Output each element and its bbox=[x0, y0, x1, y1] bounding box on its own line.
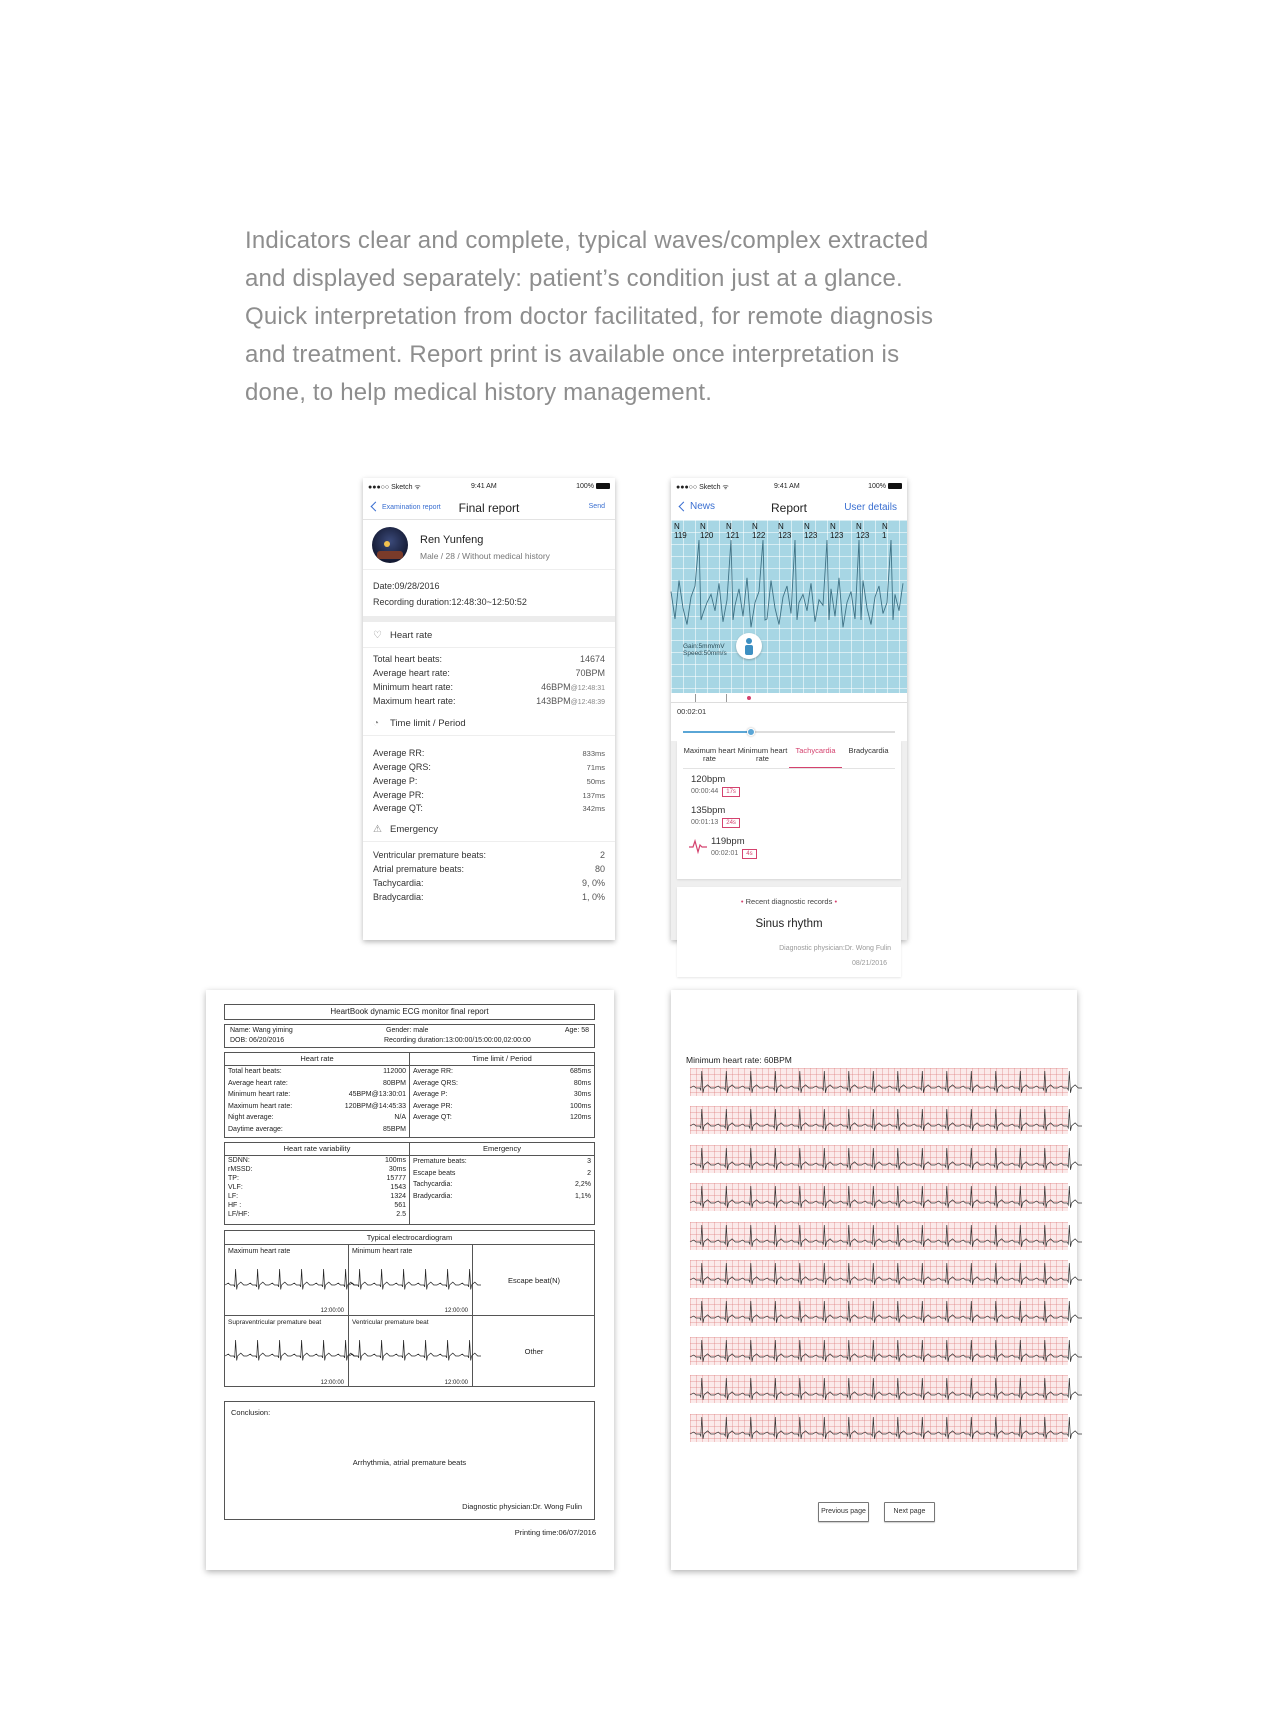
beat-type: N bbox=[674, 522, 680, 531]
intro-line: Quick interpretation from doctor facilitated, for remote diagnosis bbox=[245, 303, 934, 330]
box-title: Typical electrocardiogram bbox=[225, 1231, 594, 1245]
ecg-trace bbox=[690, 1068, 1068, 1096]
row-label: Average QRS: bbox=[413, 1079, 459, 1087]
ecg-trace bbox=[690, 1145, 1068, 1173]
cell-label: Maximum heart rate bbox=[228, 1248, 291, 1255]
row-label: Average P: bbox=[413, 1091, 448, 1098]
tab-minimum-heart-rate[interactable]: Minimum heart rate bbox=[737, 746, 788, 763]
stat-row bbox=[363, 775, 615, 789]
send-button[interactable]: Send bbox=[588, 503, 605, 510]
cell-time: 12:00:00 bbox=[444, 1308, 468, 1314]
stat-value: 50ms bbox=[586, 776, 605, 786]
table-row bbox=[410, 1101, 594, 1113]
row-value: 80ms bbox=[573, 1079, 591, 1087]
stat-value: 71ms bbox=[586, 762, 605, 772]
battery-percent: 100% bbox=[576, 483, 594, 490]
battery-icon bbox=[888, 483, 902, 489]
ecg-strip bbox=[690, 1337, 1068, 1365]
report-screen bbox=[671, 478, 907, 967]
box-title: Heart rate bbox=[225, 1053, 409, 1066]
patient-dob: DOB: 06/20/2016 bbox=[230, 1037, 285, 1044]
table-row bbox=[225, 1066, 409, 1078]
stat-value: 70BPM bbox=[575, 667, 605, 678]
clock: 9:41 AM bbox=[774, 483, 800, 490]
stat-value: 46BPM bbox=[541, 681, 571, 692]
beat-type: N bbox=[804, 522, 810, 531]
cell-label: Minimum heart rate bbox=[352, 1248, 413, 1255]
stat-label: Average PR: bbox=[373, 789, 424, 800]
strip-title: Minimum heart rate: 60BPM bbox=[686, 1055, 792, 1065]
row-value: 80BPM bbox=[383, 1079, 406, 1087]
diagnosis: Sinus rhythm bbox=[755, 918, 823, 930]
beat-value: 120 bbox=[700, 531, 714, 540]
ecg-trace bbox=[690, 1414, 1068, 1442]
row-label: LF: bbox=[228, 1193, 239, 1200]
row-label: Premature beats: bbox=[413, 1158, 467, 1165]
heart-rate-rows bbox=[225, 1066, 409, 1135]
row-value: 30ms bbox=[388, 1166, 406, 1173]
row-value: 685ms bbox=[569, 1068, 591, 1075]
row-label: Daytime average: bbox=[228, 1125, 283, 1133]
beat-value: 119 bbox=[674, 531, 687, 540]
user-details-button[interactable]: User details bbox=[844, 502, 897, 513]
stat-value: 342ms bbox=[582, 804, 605, 814]
emergency-box bbox=[409, 1142, 595, 1225]
box-title: Time limit / Period bbox=[410, 1053, 594, 1066]
ecg-trace bbox=[690, 1298, 1068, 1326]
back-label: News bbox=[690, 501, 716, 512]
beat-value: 123 bbox=[804, 531, 818, 540]
row-value: 1,1% bbox=[575, 1192, 591, 1200]
row-label: Bradycardia: bbox=[413, 1192, 453, 1200]
gain-label: Gain:5mm/mV bbox=[683, 643, 725, 650]
report-title: HeartBook dynamic ECG monitor final report bbox=[224, 1004, 595, 1020]
battery-icon bbox=[596, 483, 610, 489]
patient-info-box bbox=[224, 1024, 595, 1048]
section-label: Heart rate bbox=[390, 630, 433, 641]
hrv-box bbox=[224, 1142, 410, 1225]
stat-row bbox=[363, 667, 615, 681]
stat-label: Total heart beats: bbox=[373, 654, 443, 664]
dot-icon: • bbox=[740, 897, 746, 906]
heart-rate-box bbox=[224, 1052, 410, 1138]
recent-title-text: Recent diagnostic records bbox=[745, 897, 833, 906]
stat-label: Average QRS: bbox=[373, 761, 431, 772]
beat-type: N bbox=[726, 522, 732, 531]
cell-label: Ventricular premature beat bbox=[352, 1319, 429, 1326]
row-label: Maximum heart rate: bbox=[228, 1102, 293, 1110]
intro-paragraph bbox=[245, 222, 1065, 412]
printing-time: Printing time:06/07/2016 bbox=[514, 1528, 596, 1537]
row-value: 120ms bbox=[569, 1114, 591, 1121]
table-row bbox=[410, 1066, 594, 1078]
ecg-strip bbox=[690, 1183, 1068, 1211]
table-row bbox=[410, 1078, 594, 1090]
section-label: Emergency bbox=[390, 824, 439, 836]
beat-type: N bbox=[830, 522, 836, 531]
emergency-rows bbox=[410, 1156, 594, 1202]
physician: Diagnostic physician:Dr. Wong Fulin bbox=[779, 945, 891, 952]
emergency-section-title bbox=[363, 816, 615, 842]
ecg-viewer[interactable] bbox=[671, 520, 907, 693]
row-value: 100ms bbox=[569, 1102, 591, 1110]
clock-icon: ◔ bbox=[373, 718, 380, 730]
stat-row bbox=[363, 695, 615, 710]
ecg-cell bbox=[349, 1245, 473, 1316]
stat-time: @12:48:31 bbox=[570, 684, 605, 692]
carrier: ●●●○○ Sketch ᯤ bbox=[368, 484, 421, 491]
next-page-button[interactable]: Next page bbox=[884, 1502, 935, 1522]
recent-card[interactable] bbox=[677, 887, 901, 977]
intro-line: and treatment. Report print is available once interpretation is bbox=[245, 341, 900, 368]
ecg-cell bbox=[225, 1245, 349, 1316]
alarm-icon: ⚠ bbox=[373, 824, 382, 836]
table-row bbox=[225, 1101, 409, 1113]
nav-bar bbox=[671, 494, 907, 520]
row-label: rMSSD: bbox=[228, 1166, 253, 1173]
row-value: 15777 bbox=[386, 1175, 406, 1182]
clock: 9:41 AM bbox=[471, 483, 497, 490]
dot-icon: • bbox=[832, 897, 838, 906]
ecg-strip bbox=[690, 1068, 1068, 1096]
physician: Diagnostic physician:Dr. Wong Fulin bbox=[462, 1502, 582, 1511]
record-time: 00:00:44 bbox=[691, 788, 719, 795]
stat-value: 1, 0% bbox=[581, 891, 605, 902]
stat-row bbox=[363, 877, 615, 891]
beat-type: N bbox=[856, 522, 862, 531]
beat-type: N bbox=[882, 522, 888, 531]
tabs bbox=[683, 741, 895, 769]
tab-tachycardia[interactable]: Tachycardia bbox=[789, 741, 842, 768]
beat-value: 122 bbox=[752, 531, 766, 540]
table-row bbox=[225, 1201, 409, 1210]
records-card bbox=[677, 741, 901, 879]
intro-line: Indicators clear and complete, typical waves/complex extracted bbox=[245, 227, 929, 254]
time-limit-section-title bbox=[363, 710, 615, 736]
duration-badge: 17s bbox=[722, 787, 740, 797]
table-row bbox=[225, 1156, 409, 1165]
table-row bbox=[225, 1165, 409, 1174]
row-label: Average PR: bbox=[413, 1102, 453, 1110]
patient-gender: Gender: male bbox=[386, 1027, 429, 1034]
row-label: Average heart rate: bbox=[228, 1079, 288, 1087]
row-label: Night average: bbox=[228, 1114, 274, 1121]
ecg-trace bbox=[225, 1334, 347, 1368]
table-row bbox=[410, 1156, 594, 1168]
status-bar bbox=[363, 478, 615, 494]
stat-row bbox=[363, 891, 615, 905]
escape-beat-cell bbox=[473, 1245, 595, 1316]
conclusion-box bbox=[224, 1401, 595, 1520]
table-row bbox=[225, 1124, 409, 1136]
nav-bar bbox=[363, 494, 615, 520]
list-item[interactable] bbox=[677, 800, 901, 831]
slider-handle[interactable] bbox=[747, 728, 755, 736]
stat-row bbox=[363, 863, 615, 877]
ecg-trace bbox=[225, 1263, 347, 1297]
status-bar bbox=[671, 478, 907, 494]
table-row bbox=[225, 1174, 409, 1183]
stat-row bbox=[363, 789, 615, 803]
report-date: Date:09/28/2016 bbox=[373, 581, 440, 591]
row-label: SDNN: bbox=[228, 1157, 250, 1164]
record-bpm: 119bpm bbox=[711, 836, 745, 847]
row-value: 100ms bbox=[384, 1157, 406, 1164]
typical-ecg-box bbox=[224, 1230, 595, 1387]
record-time: 00:02:01 bbox=[711, 850, 739, 857]
stat-row bbox=[363, 747, 615, 761]
ecg-trace bbox=[349, 1263, 471, 1297]
list-item[interactable] bbox=[677, 831, 901, 862]
table-row bbox=[410, 1089, 594, 1101]
beat-value: 121 bbox=[726, 531, 740, 540]
table-row bbox=[225, 1112, 409, 1124]
box-title: Heart rate variability bbox=[225, 1143, 409, 1156]
intro-line: done, to help medical history management. bbox=[245, 379, 713, 406]
progress-slider[interactable] bbox=[683, 731, 895, 733]
stat-value: 137ms bbox=[582, 790, 605, 800]
conclusion-label: Conclusion: bbox=[231, 1408, 271, 1417]
row-value: 561 bbox=[394, 1202, 406, 1209]
hrv-rows bbox=[225, 1156, 409, 1219]
back-label: Examination report bbox=[382, 504, 441, 511]
cell-time: 12:00:00 bbox=[320, 1308, 344, 1314]
table-row bbox=[225, 1210, 409, 1219]
cell-time: 12:00:00 bbox=[444, 1380, 468, 1386]
stat-label: Minimum heart rate: bbox=[373, 681, 454, 692]
escape-beat-label: Escape beat(N) bbox=[507, 1275, 561, 1285]
recent-title bbox=[677, 897, 901, 906]
ecg-waveform bbox=[671, 520, 907, 693]
stat-value: 9, 0% bbox=[581, 877, 605, 888]
ecg-trace bbox=[690, 1222, 1068, 1250]
ecg-strip bbox=[690, 1260, 1068, 1288]
row-value: 120BPM@14:45:33 bbox=[344, 1102, 406, 1110]
beat-type: N bbox=[700, 522, 706, 531]
final-report-screen bbox=[363, 478, 615, 940]
tab-maximum-heart-rate[interactable]: Maximum heart rate bbox=[683, 746, 736, 763]
stat-row bbox=[363, 849, 615, 863]
page-title: Final report bbox=[458, 501, 520, 515]
tab-bradycardia[interactable]: Bradycardia bbox=[848, 746, 889, 755]
table-row bbox=[225, 1089, 409, 1101]
stat-value: 80 bbox=[594, 863, 605, 874]
time-limit-rows bbox=[410, 1066, 594, 1124]
other-label: Other bbox=[524, 1347, 544, 1356]
conclusion-text: Arrhythmia, atrial premature beats bbox=[352, 1458, 467, 1467]
list-item[interactable] bbox=[677, 769, 901, 800]
stat-label: Average RR: bbox=[373, 748, 425, 759]
row-value: 1324 bbox=[390, 1193, 406, 1200]
slider-fill bbox=[683, 731, 751, 733]
recording-duration: Recording duration:13:00:00/15:00:00,02:00:00 bbox=[384, 1037, 531, 1044]
other-cell bbox=[473, 1316, 595, 1387]
section-label: Time limit / Period bbox=[390, 718, 466, 730]
stat-label: Maximum heart rate: bbox=[373, 696, 456, 707]
stat-row bbox=[363, 653, 615, 667]
beat-type: N bbox=[752, 522, 758, 531]
row-label: Tachycardia: bbox=[413, 1181, 453, 1188]
row-value: 2 bbox=[587, 1169, 591, 1177]
emergency-rows bbox=[363, 847, 615, 904]
beat-value: 123 bbox=[830, 531, 844, 540]
battery bbox=[868, 483, 902, 490]
record-bpm: 135bpm bbox=[691, 805, 726, 816]
patient-name: Ren Yunfeng bbox=[420, 534, 484, 546]
stat-value: 833ms bbox=[582, 749, 605, 759]
ecg-cell bbox=[349, 1316, 473, 1387]
playback-time: 00:02:01 bbox=[677, 707, 707, 716]
beat-value: 1 bbox=[882, 531, 887, 540]
intro-line: and displayed separately: patient’s condition just at a glance. bbox=[245, 265, 903, 292]
heart-rate-section-title bbox=[363, 622, 615, 648]
row-label: Total heart beats: bbox=[228, 1068, 282, 1075]
duration-badge: 4s bbox=[742, 849, 756, 859]
stat-value: 143BPM bbox=[536, 696, 571, 707]
gain-speed bbox=[683, 643, 727, 657]
cell-time: 12:00:00 bbox=[320, 1380, 344, 1386]
stat-row bbox=[363, 802, 615, 816]
row-label: Average QT: bbox=[413, 1114, 452, 1121]
row-value: 45BPM@13:30:01 bbox=[348, 1091, 406, 1098]
heart-icon: ♡ bbox=[373, 630, 382, 641]
row-value: N/A bbox=[394, 1114, 406, 1121]
patient-card bbox=[363, 520, 615, 570]
row-label: Average RR: bbox=[413, 1068, 453, 1075]
stat-label: Tachycardia: bbox=[373, 877, 424, 888]
stat-value: 2 bbox=[599, 850, 605, 861]
stat-label: Average heart rate: bbox=[373, 667, 450, 678]
stat-row bbox=[363, 681, 615, 696]
record-time: 00:01:13 bbox=[691, 819, 719, 826]
ecg-strip bbox=[690, 1375, 1068, 1403]
playback bbox=[671, 703, 907, 741]
row-label: LF/HF: bbox=[228, 1211, 250, 1218]
ecg-trace bbox=[690, 1260, 1068, 1288]
page-title: Report bbox=[770, 501, 808, 515]
recording-duration: Recording duration:12:48:30~12:50:52 bbox=[373, 597, 527, 607]
stat-time: @12:48:39 bbox=[570, 699, 605, 707]
ecg-trace bbox=[690, 1337, 1068, 1365]
row-value: 2.5 bbox=[396, 1211, 406, 1218]
ecg-cell bbox=[225, 1316, 349, 1387]
avatar bbox=[372, 527, 408, 563]
stat-value: 14674 bbox=[579, 654, 605, 664]
beat-value: 123 bbox=[856, 531, 870, 540]
patient-name: Name: Wang yiming bbox=[230, 1027, 293, 1034]
record-bpm: 120bpm bbox=[691, 774, 726, 785]
row-value: 3 bbox=[587, 1158, 591, 1165]
row-label: TP: bbox=[228, 1175, 239, 1182]
stat-label: Ventricular premature beats: bbox=[373, 850, 487, 861]
row-label: HF : bbox=[228, 1202, 242, 1209]
stat-label: Atrial premature beats: bbox=[373, 863, 465, 874]
stat-row bbox=[363, 761, 615, 775]
ecg-trace bbox=[690, 1183, 1068, 1211]
ecg-strip bbox=[690, 1414, 1068, 1442]
duration-badge: 24s bbox=[722, 818, 740, 828]
time-limit-rows bbox=[363, 741, 615, 816]
table-row bbox=[410, 1112, 594, 1124]
box-title: Emergency bbox=[410, 1143, 594, 1156]
row-value: 1543 bbox=[390, 1184, 406, 1191]
diagnosis-date: 08/21/2016 bbox=[851, 960, 887, 967]
stat-label: Bradycardia: bbox=[373, 891, 424, 902]
row-value: 112000 bbox=[383, 1068, 406, 1075]
ecg-trace bbox=[690, 1375, 1068, 1403]
row-value: 85BPM bbox=[383, 1125, 406, 1133]
ecg-strip bbox=[690, 1222, 1068, 1250]
ecg-strip bbox=[690, 1298, 1068, 1326]
stat-label: Average P: bbox=[373, 775, 418, 786]
battery-percent: 100% bbox=[868, 483, 886, 490]
heart-rate-rows bbox=[363, 653, 615, 710]
patient-age: Age: 58 bbox=[564, 1027, 589, 1034]
ecg-trace bbox=[349, 1334, 471, 1368]
row-label: Escape beats bbox=[413, 1169, 456, 1177]
table-row bbox=[410, 1168, 594, 1180]
table-row bbox=[225, 1192, 409, 1201]
cell-label: Supraventricular premature beat bbox=[228, 1319, 322, 1326]
beat-type: N bbox=[778, 522, 784, 531]
row-value: 2,2% bbox=[575, 1181, 591, 1188]
previous-page-button[interactable]: Previous page bbox=[818, 1502, 869, 1522]
speed-label: Speed:50mm/s bbox=[683, 650, 727, 657]
row-label: VLF: bbox=[228, 1184, 243, 1191]
printed-report-page bbox=[206, 990, 614, 1570]
date-block bbox=[363, 570, 615, 616]
carrier: ●●●○○ Sketch ᯤ bbox=[676, 484, 729, 491]
timeline-markers bbox=[671, 693, 907, 703]
battery bbox=[576, 483, 610, 490]
table-row bbox=[225, 1078, 409, 1090]
time-limit-box bbox=[409, 1052, 595, 1138]
table-row bbox=[410, 1191, 594, 1203]
table-row bbox=[225, 1183, 409, 1192]
beat-value: 123 bbox=[778, 531, 792, 540]
body-icon[interactable] bbox=[736, 633, 762, 659]
patient-info: Male / 28 / Without medical history bbox=[420, 551, 550, 561]
row-label: Minimum heart rate: bbox=[228, 1091, 291, 1098]
row-value: 30ms bbox=[573, 1091, 591, 1098]
ecg-strip bbox=[690, 1106, 1068, 1134]
ecg-trace bbox=[690, 1106, 1068, 1134]
stat-label: Average QT: bbox=[373, 803, 423, 814]
table-row bbox=[410, 1179, 594, 1191]
pulse-icon bbox=[689, 839, 707, 853]
ecg-strip bbox=[690, 1145, 1068, 1173]
